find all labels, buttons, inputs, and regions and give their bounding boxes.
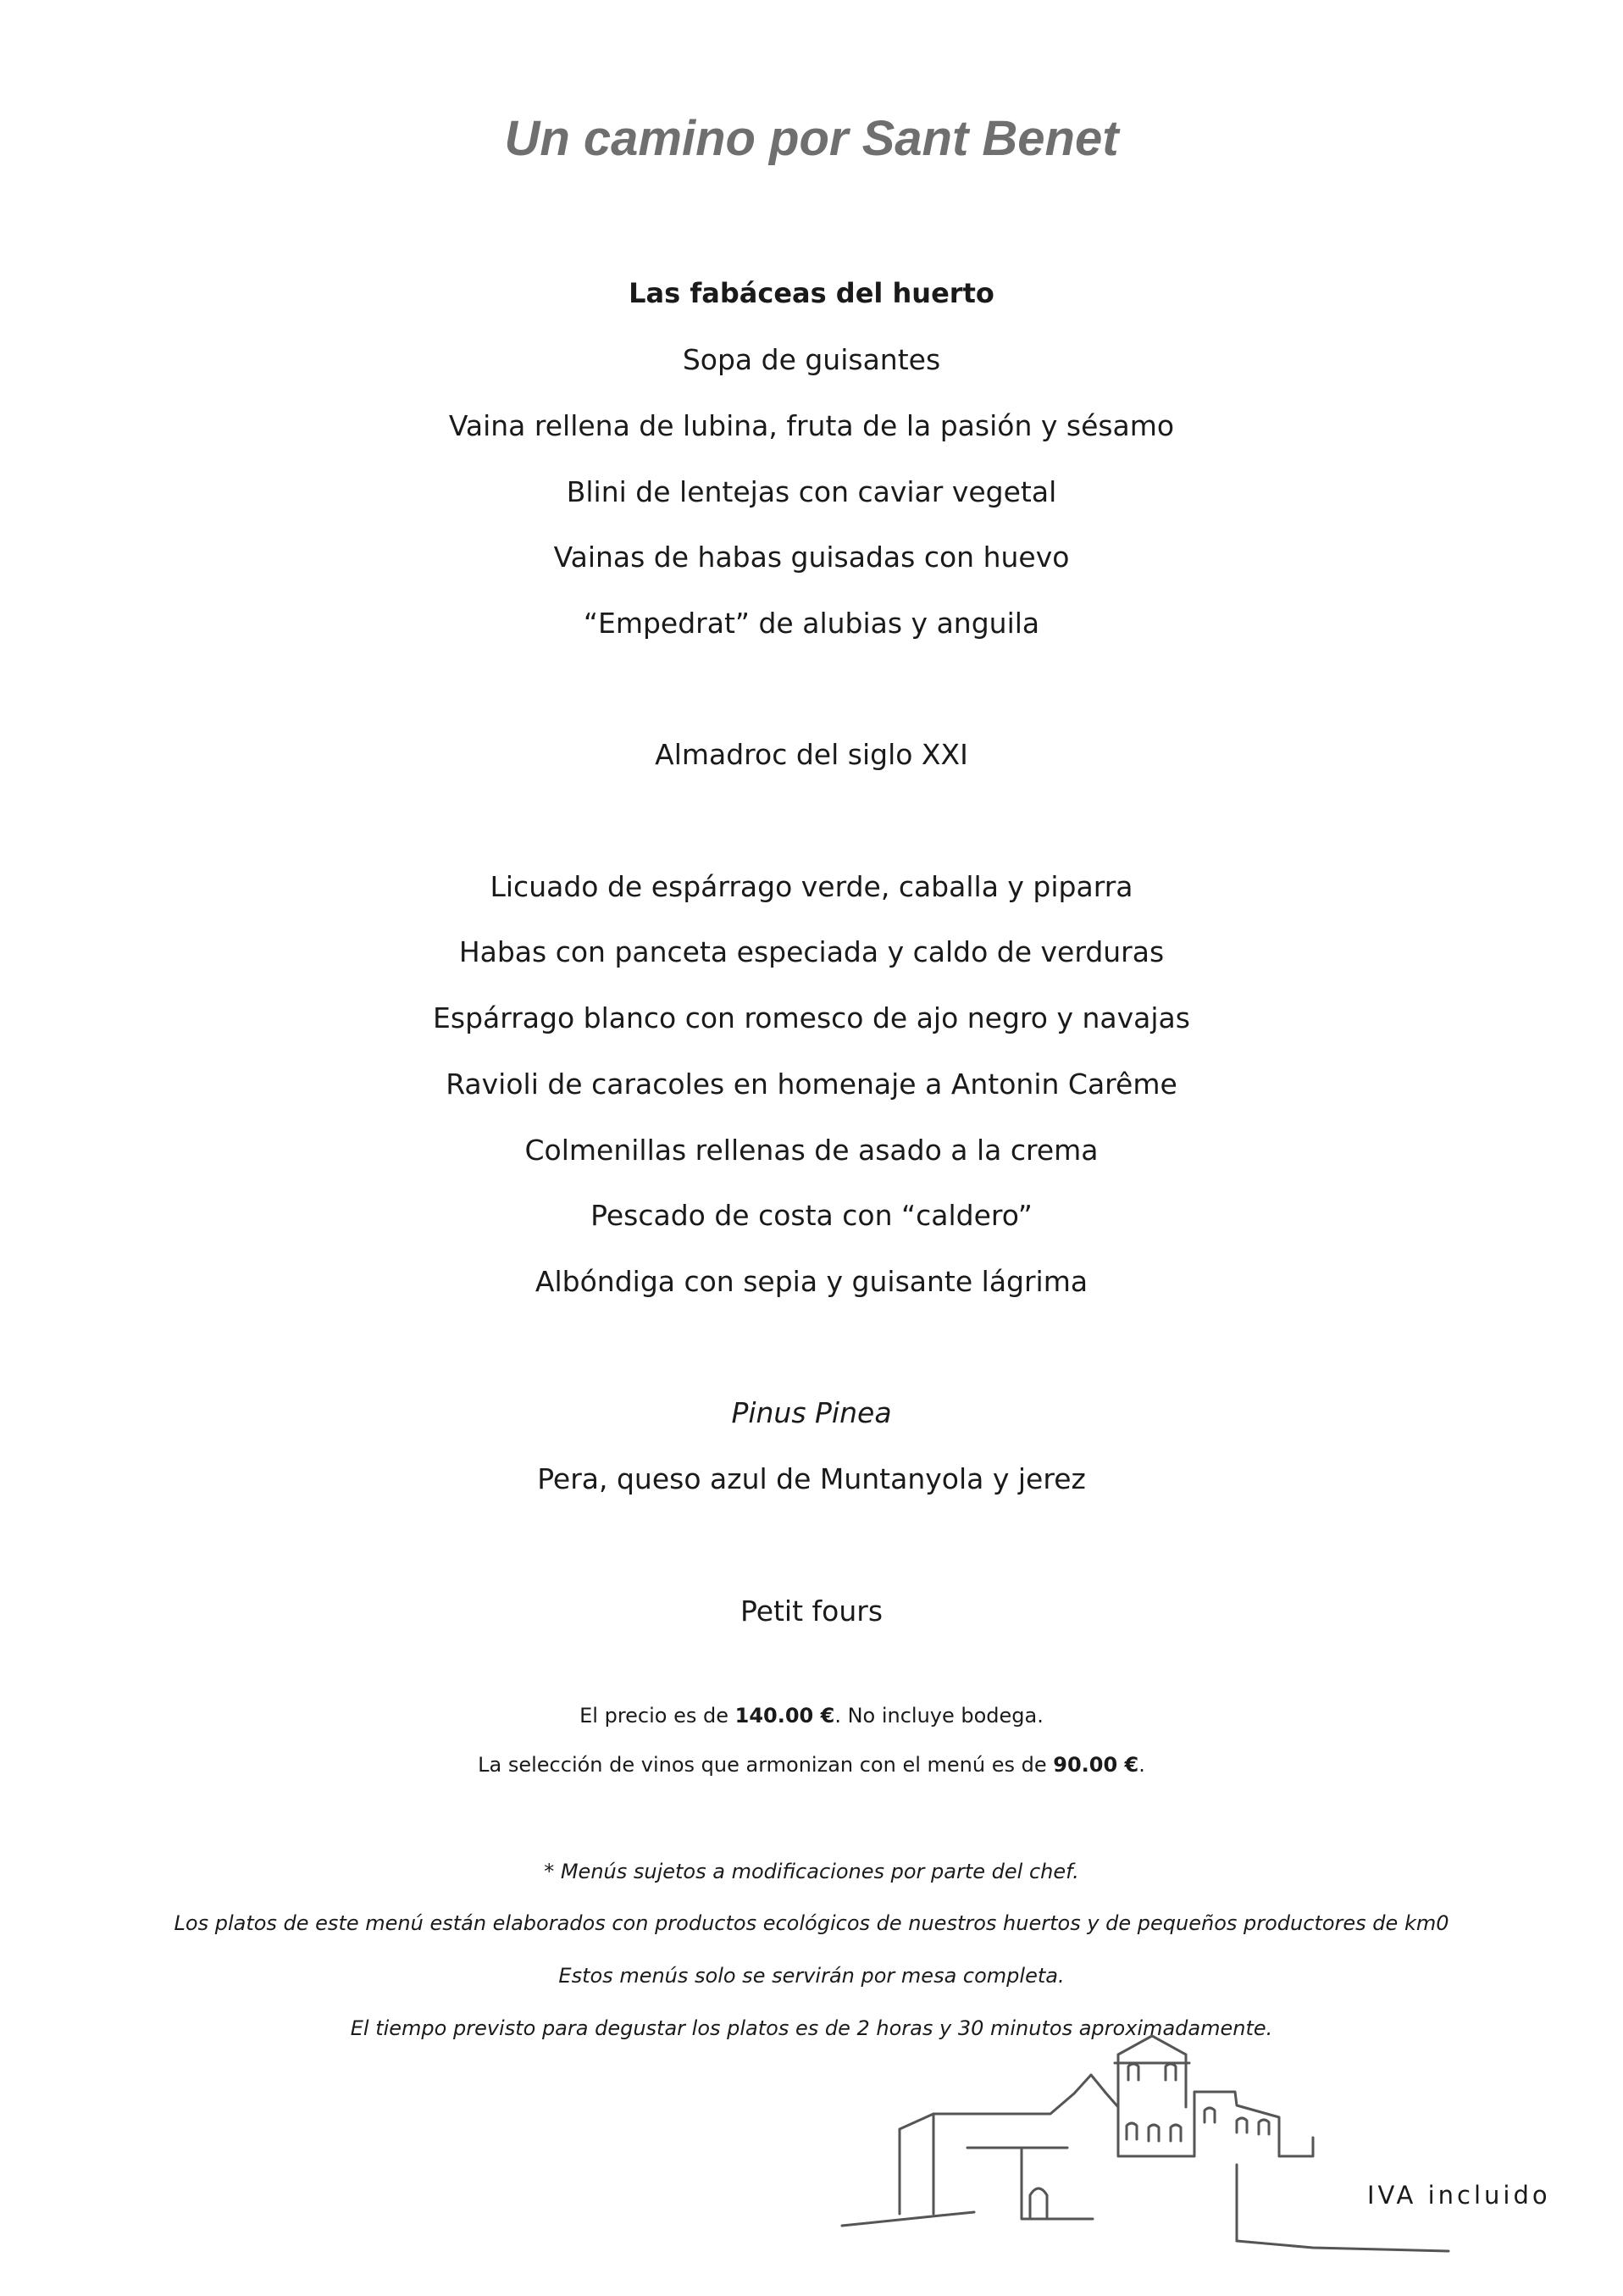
section-heading-pinus-pinea: Pinus Pinea <box>731 1396 892 1429</box>
menu-item: Albóndiga con sepia y guisante lágrima <box>535 1265 1088 1298</box>
vat-included-label: IVA incluido <box>1367 2181 1551 2210</box>
menu-item: Pescado de costa con “caldero” <box>590 1199 1033 1232</box>
menu-item: Almadroc del siglo XXI <box>655 738 968 771</box>
price-prefix: El precio es de <box>579 1704 735 1728</box>
menu-item: Ravioli de caracoles en homenaje a Antonin Carême <box>446 1068 1177 1101</box>
menu-title: Un camino por Sant Benet <box>504 111 1119 166</box>
note-line: * Menús sujetos a modificaciones por parte del chef. <box>544 1860 1079 1883</box>
section-heading-fabaceas: Las fabáceas del huerto <box>629 277 994 309</box>
monastery-sketch-icon <box>839 2029 1465 2275</box>
menu-price: 140.00 € <box>734 1704 835 1728</box>
menu-item: Licuado de espárrago verde, caballa y piparra <box>490 870 1133 903</box>
menu-item: Petit fours <box>739 1594 884 1628</box>
wine-price: 90.00 € <box>1053 1753 1139 1777</box>
wine-price-suffix: . <box>1138 1753 1145 1777</box>
menu-item: Colmenillas rellenas de asado a la crema <box>524 1134 1099 1167</box>
menu-item: “Empedrat” de alubias y anguila <box>583 607 1040 640</box>
note-line: El tiempo previsto para degustar los platos es de 2 horas y 30 minutos aproximadamente. <box>350 2016 1273 2040</box>
menu-item: Habas con panceta especiada y caldo de verduras <box>458 935 1165 968</box>
wine-price-line <box>0 1753 1623 1777</box>
price-suffix: . No incluye bodega. <box>834 1704 1044 1728</box>
menu-item: Blini de lentejas con caviar vegetal <box>566 475 1057 508</box>
menu-item: Pera, queso azul de Muntanyola y jerez <box>537 1462 1086 1495</box>
menu-item: Vaina rellena de lubina, fruta de la pasión y sésamo <box>448 409 1175 442</box>
menu-item: Sopa de guisantes <box>682 343 941 376</box>
note-line: Los platos de este menú están elaborados con productos ecológicos de nuestros huertos y de pequeños productores de km0 <box>174 1911 1449 1935</box>
menu-item: Vainas de habas guisadas con huevo <box>553 541 1070 574</box>
menu-item: Espárrago blanco con romesco de ajo negro y navajas <box>433 1001 1190 1034</box>
note-line: Estos menús solo se servirán por mesa completa. <box>558 1964 1065 1988</box>
price-line <box>0 1704 1623 1728</box>
wine-price-prefix: La selección de vinos que armonizan con el menú es de <box>478 1753 1054 1777</box>
